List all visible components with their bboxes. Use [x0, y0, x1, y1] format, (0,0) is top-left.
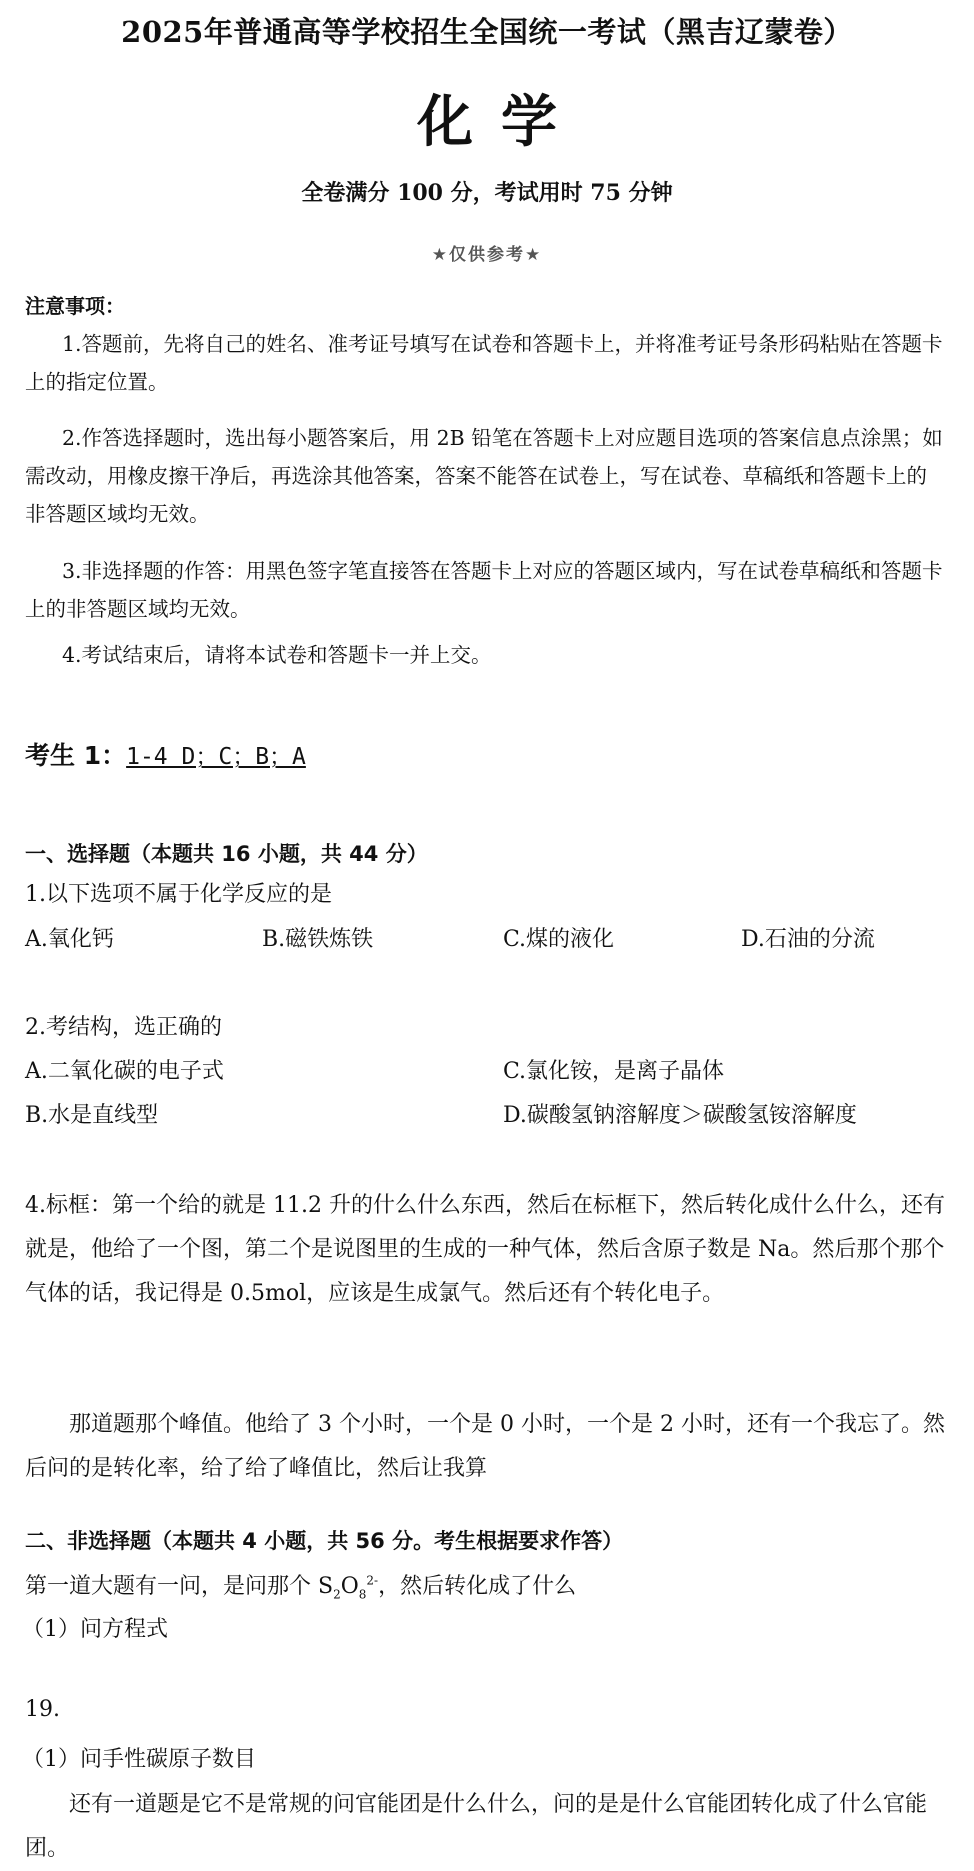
first-question-tail: ，然后转化成了什么 — [378, 1574, 577, 1599]
q1-option-c: C.煤的液化 — [503, 927, 615, 952]
q19-part-1: （1）问手性碳原子数目 — [22, 1747, 256, 1772]
q19-number: 19. — [25, 1697, 60, 1722]
q1-option-b: B.磁铁炼铁 — [262, 927, 374, 952]
q1-option-d: D.石油的分流 — [741, 927, 875, 952]
notice-item-1: 1.答题前，先将自己的姓名、准考证号填写在试卷和答题卡上，并将准考证号条形码粘贴在答题卡上的指定位置。 — [25, 332, 943, 394]
q2-option-c: C.氯化铵，是离子晶体 — [503, 1059, 725, 1084]
exam-title: 2025年普通高等学校招生全国统一考试（黑吉辽蒙卷） — [121, 15, 853, 49]
section2-heading: 二、非选择题（本题共 4 小题，共 56 分。考生根据要求作答） — [25, 1529, 624, 1553]
subscript-8: 8 — [358, 1587, 367, 1602]
peak-question-recollection: 那道题那个峰值。他给了 3 个小时，一个是 0 小时，一个是 2 小时，还有一个我忘了。然后问的是转化率，给了给了峰值比，然后让我算 — [25, 1412, 945, 1481]
q2-stem: 2.考结构，选正确的 — [25, 1015, 222, 1040]
first-question-part-1: （1）问方程式 — [22, 1617, 168, 1642]
q2-option-a: A.二氧化碳的电子式 — [25, 1059, 224, 1084]
first-question-text: 第一道大题有一问，是问那个 S — [25, 1574, 334, 1599]
notice-heading: 注意事项： — [25, 294, 125, 318]
q1-option-a: A.氧化钙 — [25, 927, 114, 952]
notice-item-2: 2.作答选择题时，选出每小题答案后，用 2B 铅笔在答题卡上对应题目选项的答案信息点涂黑；如需改动，用橡皮擦干净后，再选涂其他答案，答案不能答在试卷上，写在试卷、草稿纸和答题卡上的非答题区域均无效。 — [25, 426, 943, 526]
q2-option-d: D.碳酸氢钠溶解度＞碳酸氢铵溶解度 — [503, 1103, 857, 1128]
notice-item-4: 4.考试结束后，请将本试卷和答题卡一并上交。 — [62, 643, 492, 667]
candidate-answers: 1-4 D；C；B；A — [126, 744, 306, 770]
q19-functional-group-recollection: 还有一道题是它不是常规的问官能团是什么什么，问的是是什么官能团转化成了什么官能团。 — [25, 1792, 928, 1861]
q1-stem: 1.以下选项不属于化学反应的是 — [25, 882, 332, 907]
score-line: 全卷满分 100 分，考试用时 75 分钟 — [301, 180, 673, 206]
section1-heading: 一、选择题（本题共 16 小题，共 44 分） — [25, 842, 428, 866]
candidate-label: 考生 1： — [25, 741, 127, 770]
charge-superscript: 2- — [366, 1573, 379, 1588]
q2-option-b: B.水是直线型 — [25, 1103, 159, 1128]
reference-stamp: ★仅供参考★ — [431, 245, 543, 265]
first-big-question — [25, 1569, 576, 1601]
oxygen-symbol: O — [340, 1574, 359, 1599]
q4-recollection: 4.标框：第一个给的就是 11.2 升的什么什么东西，然后在标框下，然后转化成什么什么，还有就是，他给了一个图，第二个是说图里的生成的一种气体，然后含原子数是 Na。然后那个那个气体的话，我记得是 0.5mol，应该是生成氯气。然后还有个转化电子。 — [25, 1193, 945, 1306]
subscript-2: 2 — [333, 1587, 341, 1602]
subject-title: 化学 — [417, 89, 585, 155]
notice-item-3: 3.非选择题的作答：用黑色签字笔直接答在答题卡上对应的答题区域内，写在试卷草稿纸和答题卡上的非答题区域均无效。 — [25, 559, 943, 621]
candidate-answer-line — [25, 736, 306, 772]
